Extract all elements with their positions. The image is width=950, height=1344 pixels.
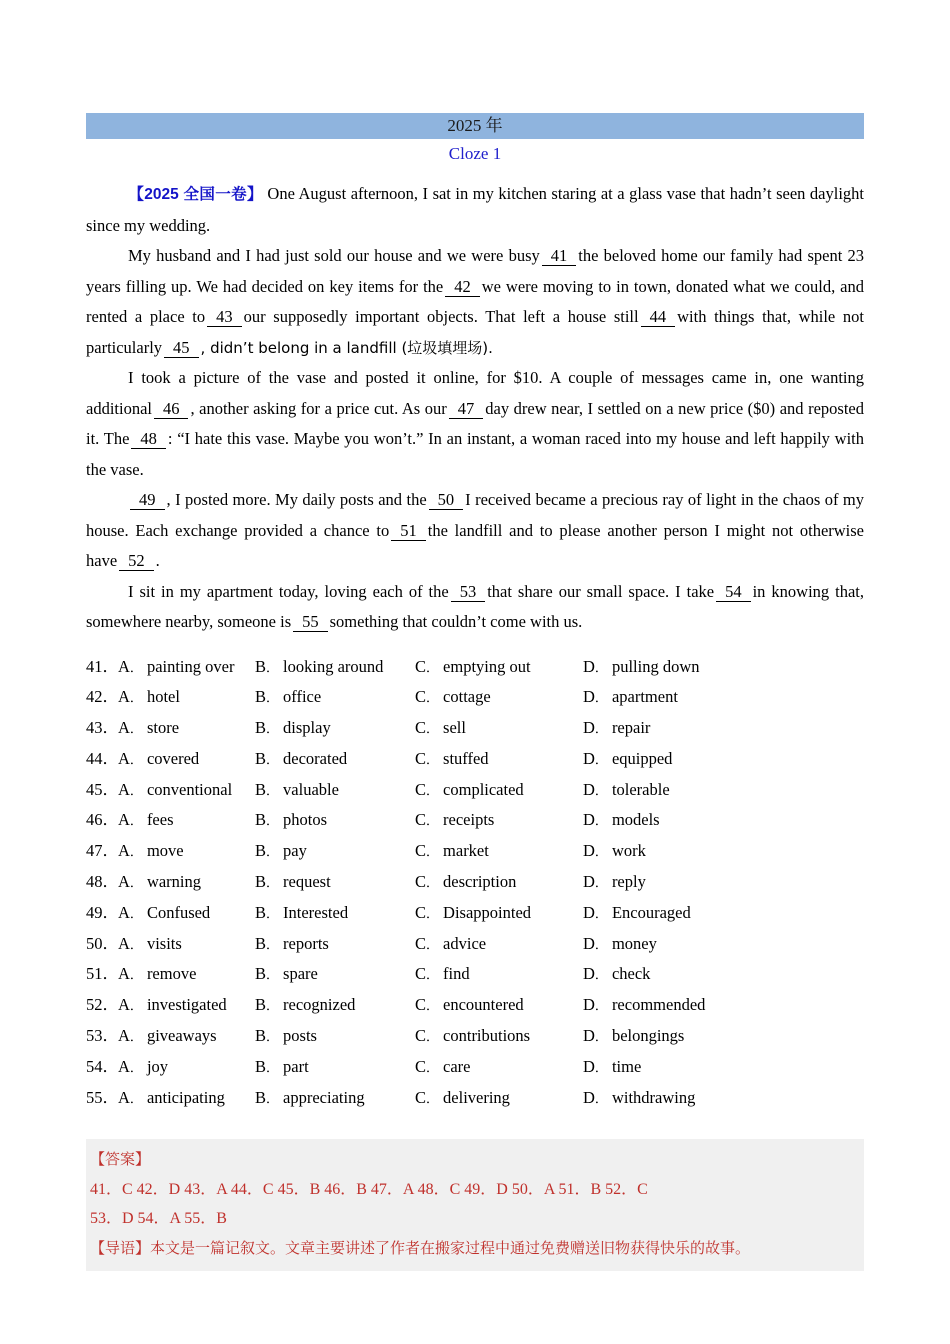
p3-segment-d: : “I hate this vase. Maybe you won’t.” In an instant, a woman raced into my house and left happily with the vase. [86,429,864,479]
option-44-d[interactable] [583,744,672,777]
option-letter: D ． [583,657,608,676]
option-text: withdrawing [611,1087,696,1107]
option-text: valuable [283,779,339,799]
option-text: investigated [146,995,227,1015]
option-number: 48． [86,872,119,892]
answer-label: 【答案】 [90,1150,151,1169]
option-letter: C ． [415,780,439,799]
p4-segment-a: , I posted more. My daily posts and the [166,490,427,509]
option-row [86,713,864,744]
option-letter: B ． [255,903,279,922]
option-row [86,744,864,775]
paragraph-1-text: One August afternoon, I sat in my kitchen staring at a glass vase that hadn’t seen daylight since my wedding. [86,184,864,235]
option-44-a[interactable] [118,744,199,777]
passage-paragraph-5 [86,577,864,638]
option-number: 54． [86,1056,119,1076]
option-text: posts [283,1026,317,1046]
option-text: advice [443,933,487,953]
option-text: conventional [146,779,233,799]
option-number: 49． [86,902,119,922]
option-text: looking around [283,656,384,676]
option-text: Interested [283,902,349,922]
p3-segment-b: , another asking for a price cut. As our [190,398,447,418]
option-letter: C ． [415,749,439,768]
option-letter: C ． [415,964,439,983]
p4-segment-b: I received became a precious ray of light in the chaos of my house. Each exchange provided a chance to [86,490,865,540]
p2-segment-a: My husband and I had just sold our house and we were busy [128,246,540,265]
option-text: display [283,718,331,738]
option-row [86,898,864,929]
option-letter: A ． [118,687,143,706]
guide-line [90,1234,860,1264]
option-text: recommended [611,995,706,1015]
option-letter: A ． [118,1057,143,1076]
option-49-d[interactable] [583,898,691,931]
option-text: pulling down [611,656,700,676]
cloze-title: Cloze 1 [448,144,502,163]
option-letter: C ． [415,657,439,676]
option-letter: A ． [118,934,143,953]
blank-54: 54 [716,582,751,602]
option-letter: D ． [583,780,608,799]
option-letter: A ． [118,1026,143,1045]
p3-segment-a: I took a picture of the vase and posted it online, for $10. A couple of messages came in, one wanting additional [86,368,864,418]
option-text: stuffed [443,748,489,768]
option-number: 43． [86,718,119,738]
guide-text: 本文是一篇记叙文。文章主要讲述了作者在搬家过程中通过免费赠送旧物获得快乐的故事。 [150,1238,751,1257]
blank-53: 53 [451,582,486,602]
option-letter: A ． [118,841,143,860]
option-letter: A ． [118,810,143,829]
option-letter: B ． [255,872,279,891]
option-48-b[interactable] [255,867,331,900]
option-text: work [611,841,646,861]
passage-paragraph-4 [86,485,864,577]
option-text: Encouraged [611,902,691,922]
option-47-b[interactable] [255,836,307,869]
option-text: time [611,1056,642,1076]
answer-codes-line-1: 41．C 42．D 43．A 44．C 45．B 46．B 47．A 48．C 49．D 50．A 51．B 52．C [90,1180,648,1198]
option-letter: D ． [583,1026,608,1045]
option-51-d[interactable] [583,959,650,992]
p2-segment-c: we were moving to in town, donated what we could, and rented a place to [86,276,864,326]
document-page [86,0,864,1271]
option-letter: C ． [415,1026,439,1045]
option-letter: D ． [583,995,608,1014]
option-letter: B ． [255,1088,279,1107]
option-54-a[interactable] [118,1052,168,1085]
blank-47: 47 [449,399,484,419]
option-50-a[interactable] [118,929,182,962]
blank-50: 50 [429,490,464,510]
option-number: 44． [86,748,119,768]
option-row [86,836,864,867]
option-52-c[interactable] [415,990,524,1023]
option-letter: B ． [255,810,279,829]
option-text: receipts [443,810,495,830]
option-row [86,959,864,990]
option-41-a[interactable] [118,652,234,685]
option-row [86,805,864,836]
option-letter: D ． [583,1057,608,1076]
option-letter: A ． [118,780,143,799]
option-text: check [611,964,651,984]
option-49-c[interactable] [415,898,531,931]
option-letter: D ． [583,810,608,829]
option-text: appreciating [283,1087,365,1107]
answer-box [86,1139,864,1271]
option-letter: C ． [415,718,439,737]
option-text: delivering [443,1087,510,1107]
option-row [86,652,864,683]
option-47-c[interactable] [415,836,489,869]
option-53-b[interactable] [255,1021,317,1054]
option-55-d[interactable] [583,1083,695,1116]
option-letter: A ． [118,872,143,891]
answer-label-line [90,1145,860,1175]
option-text: visits [146,933,182,953]
option-46-a[interactable] [118,805,174,838]
option-48-a[interactable] [118,867,201,900]
option-text: anticipating [146,1087,225,1107]
option-text: request [283,872,331,892]
option-text: painting over [146,656,235,676]
option-letter: B ． [255,1057,279,1076]
option-letter: A ． [118,903,143,922]
option-text: equipped [611,748,673,768]
option-42-d[interactable] [583,682,678,715]
option-text: remove [146,964,197,984]
option-54-c[interactable] [415,1052,471,1085]
option-50-d[interactable] [583,929,657,962]
option-number: 47． [86,841,119,861]
option-letter: D ． [583,841,608,860]
option-text: emptying out [443,656,531,676]
option-number: 42． [86,687,119,707]
option-text: reports [283,933,329,953]
p2-segment-f: , didn’t belong in a landfill (垃圾填埋场). [200,338,493,357]
p2-segment-d: our supposedly important objects. That left a house still [243,307,639,326]
option-text: office [283,687,322,707]
option-43-b[interactable] [255,713,331,746]
option-43-c[interactable] [415,713,466,746]
p5-segment-b: that share our small space. I take [487,581,715,601]
option-number: 46． [86,810,119,830]
option-text: complicated [443,779,524,799]
option-text: recognized [283,995,356,1015]
options-list [86,652,864,1114]
option-text: money [611,933,657,953]
option-54-d[interactable] [583,1052,641,1085]
option-text: encountered [443,995,524,1015]
option-44-c[interactable] [415,744,489,777]
option-text: repair [611,718,651,738]
option-letter: D ． [583,964,608,983]
option-53-c[interactable] [415,1021,530,1054]
option-number: 45． [86,779,119,799]
p3-segment-c: day drew near, I settled on a new price ($0) and reposted it. The [86,398,864,448]
option-letter: C ． [415,872,439,891]
option-number: 52． [86,995,119,1015]
blank-55: 55 [293,612,328,632]
blank-52: 52 [119,551,154,571]
option-45-a[interactable] [118,775,232,808]
option-55-b[interactable] [255,1083,365,1116]
option-letter: B ． [255,841,279,860]
p4-segment-d: . [155,551,160,570]
option-53-d[interactable] [583,1021,684,1054]
option-text: part [283,1056,309,1076]
option-letter: B ． [255,995,279,1014]
option-text: reply [611,872,646,892]
option-letter: A ． [118,718,143,737]
option-50-b[interactable] [255,929,329,962]
option-text: contributions [443,1026,531,1046]
option-letter: D ． [583,872,608,891]
option-letter: D ． [583,718,608,737]
option-48-d[interactable] [583,867,646,900]
option-number: 53． [86,1026,119,1046]
option-number: 55． [86,1087,119,1107]
option-row [86,929,864,960]
option-51-b[interactable] [255,959,318,992]
p5-segment-d: something that couldn’t come with us. [329,612,583,631]
option-text: pay [283,841,307,861]
option-row [86,1083,864,1114]
option-text: market [443,841,489,861]
option-letter: D ． [583,749,608,768]
option-row [86,990,864,1021]
option-52-b[interactable] [255,990,355,1023]
option-letter: D ． [583,934,608,953]
option-letter: A ． [118,1088,143,1107]
option-text: hotel [146,687,180,707]
option-text: spare [283,964,318,984]
option-letter: C ． [415,841,439,860]
option-text: description [443,872,517,892]
option-52-d[interactable] [583,990,705,1023]
option-text: find [443,964,470,984]
option-letter: B ． [255,657,279,676]
blank-44: 44 [641,307,676,327]
option-letter: B ． [255,718,279,737]
blank-41: 41 [542,246,577,266]
option-letter: C ． [415,995,439,1014]
option-letter: D ． [583,1088,608,1107]
blank-48: 48 [131,429,166,449]
option-text: decorated [283,748,348,768]
blank-43: 43 [207,307,242,327]
option-letter: C ． [415,1088,439,1107]
option-row [86,1052,864,1083]
option-letter: D ． [583,903,608,922]
option-45-b[interactable] [255,775,339,808]
option-47-a[interactable] [118,836,184,869]
option-48-c[interactable] [415,867,516,900]
blank-51: 51 [391,521,426,541]
option-letter: B ． [255,749,279,768]
option-row [86,867,864,898]
passage-paragraph-3 [86,363,864,485]
option-row [86,775,864,806]
p5-segment-c: in knowing that, somewhere nearby, someone is [86,581,864,631]
blank-46: 46 [154,399,189,419]
option-42-a[interactable] [118,682,180,715]
option-row [86,1021,864,1052]
option-54-b[interactable] [255,1052,309,1085]
option-43-a[interactable] [118,713,179,746]
option-45-d[interactable] [583,775,670,808]
blank-45: 45 [164,338,199,358]
option-letter: B ． [255,780,279,799]
option-41-d[interactable] [583,652,699,685]
option-42-b[interactable] [255,682,321,715]
p5-segment-a: I sit in my apartment today, loving each of the [128,581,449,601]
option-number: 50． [86,933,119,953]
option-letter: B ． [255,687,279,706]
p4-segment-c: the landfill and to please another person I might not otherwise have [86,520,865,570]
option-text: tolerable [611,779,670,799]
option-text: covered [146,748,200,768]
option-43-d[interactable] [583,713,650,746]
blank-49: 49 [130,490,165,510]
year-band: 2025 年 [86,113,864,139]
option-text: care [443,1056,471,1076]
option-letter: B ． [255,964,279,983]
option-letter: A ． [118,749,143,768]
option-number: 51． [86,964,119,984]
option-text: Disappointed [443,902,532,922]
option-letter: C ． [415,934,439,953]
blank-42: 42 [445,277,480,297]
option-letter: C ． [415,1057,439,1076]
option-51-a[interactable] [118,959,196,992]
p2-segment-b: the beloved home our family had spent 23 years filling up. We had decided on key items for the [86,246,865,296]
option-44-b[interactable] [255,744,347,777]
option-row [86,682,864,713]
option-text: giveaways [146,1026,217,1046]
option-text: store [146,718,180,738]
option-text: warning [146,872,202,892]
p2-segment-e: with things that, while not particularly [86,307,864,357]
option-letter: B ． [255,934,279,953]
option-text: cottage [443,687,491,707]
answer-codes-line-2: 53．D 54．A 55．B [90,1210,227,1228]
passage-paragraph-2 [86,241,864,363]
source-tag: 【2025 全国一卷】 [128,186,263,203]
option-letter: A ． [118,964,143,983]
option-text: belongings [611,1026,685,1046]
option-letter: D ． [583,687,608,706]
option-text: Confused [146,902,211,922]
option-45-c[interactable] [415,775,524,808]
option-letter: C ． [415,903,439,922]
option-letter: A ． [118,657,143,676]
option-text: models [611,810,660,830]
option-letter: A ． [118,995,143,1014]
option-50-c[interactable] [415,929,486,962]
option-letter: B ． [255,1026,279,1045]
passage-paragraph-1 [86,179,864,241]
option-46-d[interactable] [583,805,660,838]
option-55-c[interactable] [415,1083,510,1116]
option-letter: C ． [415,687,439,706]
option-52-a[interactable] [118,990,227,1023]
option-text: move [146,841,184,861]
option-49-a[interactable] [118,898,210,931]
option-51-c[interactable] [415,959,470,992]
option-41-b[interactable] [255,652,383,685]
option-49-b[interactable] [255,898,348,931]
option-47-d[interactable] [583,836,646,869]
option-text: apartment [611,687,678,707]
option-42-c[interactable] [415,682,491,715]
option-number: 41． [86,656,119,676]
option-text: sell [443,718,466,738]
option-41-c[interactable] [415,652,531,685]
option-text: fees [146,810,174,830]
guide-label: 【导语】 [90,1238,151,1257]
option-letter: C ． [415,810,439,829]
option-53-a[interactable] [118,1021,217,1054]
option-text: joy [146,1056,169,1076]
option-46-c[interactable] [415,805,494,838]
option-text: photos [283,810,328,830]
option-46-b[interactable] [255,805,327,838]
option-55-a[interactable] [118,1083,225,1116]
